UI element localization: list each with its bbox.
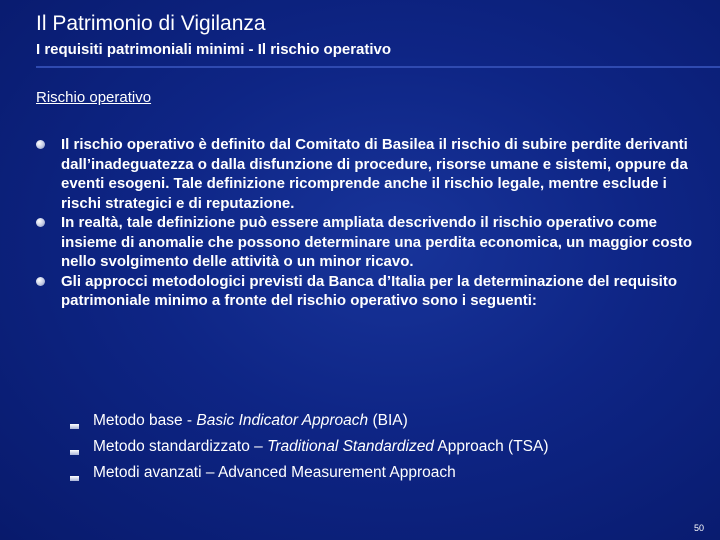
bullet-text: Il rischio operativo è definito dal Comitato di Basilea il rischio di subire perdite derivanti dall’inadeguatezza o dalla disfunzione di procedure, risorse umane e sistemi, oppure da eventi esogeni. Tale definizione ricomprende anche il rischio legale, mentre esclude i rischi strategici e di reputazione.: [61, 136, 688, 212]
sub-bullet-list: [70, 408, 690, 486]
sub-bullet-prefix: Metodo base -: [93, 412, 197, 429]
bullet-text: In realtà, tale definizione può essere ampliata descrivendo il rischio operativo come insieme di anomalie che possono determinare una perdita economica, un maggior costo nello svolgimento delle attività o un minor ricavo.: [61, 214, 692, 270]
bullet-dot-icon: [36, 218, 45, 227]
sub-bullet-suffix: (BIA): [368, 412, 408, 429]
bullet-list: [36, 135, 696, 311]
dash-bullet-icon: [70, 450, 79, 455]
sub-bullet-item: [70, 408, 690, 434]
slide-subtitle: I requisiti patrimoniali minimi - Il rischio operativo: [36, 41, 392, 58]
bullet-item: [36, 272, 696, 311]
bullet-text: Gli approcci metodologici previsti da Banca d’Italia per la determinazione del requisito patrimoniale minimo a fronte del rischio operativo sono i seguenti:: [61, 272, 677, 309]
sub-bullet-item: [70, 434, 690, 460]
bullet-item: [36, 135, 696, 213]
sub-bullet-prefix: Metodi avanzati – Advanced Measurement Approach: [93, 464, 456, 481]
page-number: 50: [693, 523, 704, 533]
dash-bullet-icon: [70, 424, 79, 429]
title-divider: [36, 66, 720, 68]
dash-bullet-icon: [70, 476, 79, 481]
sub-bullet-suffix: Approach (TSA): [433, 438, 549, 455]
section-heading: Rischio operativo: [36, 89, 152, 106]
sub-bullet-italic: Basic Indicator Approach: [196, 412, 369, 429]
bullet-item: [36, 213, 696, 272]
sub-bullet-italic: Traditional Standardized: [267, 438, 434, 455]
slide-title: Il Patrimonio di Vigilanza: [36, 12, 266, 35]
bullet-dot-icon: [36, 277, 45, 286]
sub-bullet-item: [70, 460, 690, 486]
sub-bullet-prefix: Metodo standardizzato –: [93, 438, 268, 455]
bullet-dot-icon: [36, 140, 45, 149]
